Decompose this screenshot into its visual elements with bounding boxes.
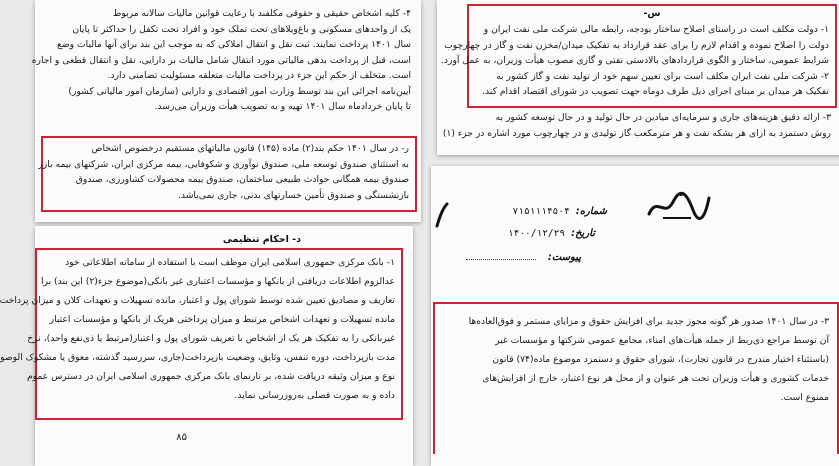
text-line: غیربانکی را به تفکیک هر یک از اشخاص با تعریف شورای پول و اعتبار(مرتبط یا ذی‌نفع واحد)، نرخ	[27, 333, 395, 344]
paragraph-tax-clause-4	[31, 6, 411, 115]
meta-date	[508, 228, 595, 239]
highlight-box-clause-s	[441, 4, 837, 108]
meta-number-value: ۷۱۵۱۱۱۴۵۰۴	[512, 206, 570, 217]
text-line: به استثنای صندوق توسعه ملی، صندوق نوآوری و شکوفایی، بیمه مرکزی ایران، شرکتهای بیمه بازر	[38, 158, 409, 170]
section-heading-s: س-	[643, 8, 661, 19]
text-line: ۴- کلیه اشخاص حقیقی و حقوقی مکلفند با رعایت قوانین مالیات سالانه مربوط	[112, 8, 411, 19]
text-line: صندوق بیمه همگانی حوادث طبیعی ساختمان، صندوق بیمه محصولات کشاورزی، صندوق	[75, 174, 409, 185]
document-page-bottom-left	[0, 226, 413, 466]
text-line: شرایط عمومی، ساختار و الگوی قراردادهای بالادستی نفتی و گازی مصوب هیأت وزیران، به عمل آورد.	[441, 55, 829, 66]
text-line: تفکیک هر میدان بر مبنای اجرای ذیل طرف دوماه جهت تصویب در شورای اقتصاد اقدام کند.	[482, 86, 829, 97]
paragraph-clause-s3	[442, 110, 831, 141]
text-line: روش دستمزد به ازای هر بشکه نفت و هر مترمکعب گاز تولیدی و در چهارچوب مورد اشاره در جزء (۱)	[442, 127, 831, 139]
text-line: است. متخلف از حکم این جزء در پرداخت مالیات متعلقه مسئولیت تضامنی دارد.	[107, 70, 411, 81]
presidential-signature-emblem	[643, 188, 713, 224]
text-line: خدمات کشوری و هیأت وزیران تحت هر عنوان و از محل هر نوع اعتبار، خارج از افزایش‌های	[482, 373, 829, 384]
meta-attachment-label: پیوست:	[547, 252, 581, 263]
emblem-fragment-icon	[433, 202, 451, 230]
text-line: ۳- در سال ۱۴۰۱ صدور هر گونه مجوز جدید برای افزایش حقوق و مزایای مستمر و فوق‌العاده‌ها	[468, 316, 829, 327]
highlight-box-clause-3	[433, 302, 839, 454]
document-page-bottom-right	[431, 166, 839, 466]
text-line: (باستثناء اختیار مندرج در قانون تجارت)، شورای حقوق و دستمزد موضوع ماده(۷۴) قانون	[492, 354, 829, 365]
text-line: داده و به صورت فصلی به‌روزرسانی نماید.	[234, 390, 395, 401]
text-line: ممنوع است.	[780, 392, 829, 403]
meta-number	[513, 206, 607, 217]
page-number: ۸۵	[176, 432, 187, 443]
text-line: یک از واحدهای مسکونی و باغ‌ویلاهای تحت تملک خود و افراد تحت تکفل را حداکثر تا پایان	[72, 23, 411, 35]
section-heading-regulatory: د- احکام تنظیمی	[222, 234, 301, 245]
text-line: ۳- ارائه دقیق هزینه‌های جاری و سرمایه‌ای میادین در حال تولید و در حال توسعه کشور به	[495, 112, 831, 123]
text-line: ۱- دولت مکلف است در راستای اصلاح ساختار بودجه، رابطه مالی شرکت ملی نفت ایران و	[483, 24, 829, 35]
meta-attachment	[466, 252, 581, 263]
document-page-top-right	[437, 0, 839, 155]
text-line: دولت را اصلاح نموده و اقدام لازم را برای عقد قرارداد به تفکیک میدان/مخزن نفت و گاز در چهارچوب	[444, 39, 829, 51]
text-line: بازنشستگی و صندوق تأمین خسارتهای بدنی، جاری نمی‌باشد.	[177, 189, 409, 201]
paragraph-clause-d1	[0, 253, 395, 405]
highlight-box-clause-d1	[0, 248, 403, 420]
document-page-top-left	[31, 0, 421, 222]
text-line: مدت بازپرداخت، دوره تنفس، وثایق، وضعیت بازپرداخت(جاری، سررسید گذشته، معوق یا مشکوک الوصو	[0, 352, 395, 363]
text-line: مانده تسهیلات و تعهدات اشخاص مرتبط و میزان پرداختی هریک از بانکها و مؤسسات اعتبار	[49, 314, 395, 325]
text-line: تعاریف و مصادیق تعیین شده توسط شورای پول و اعتبار، مانده تسهیلات و تعهدات کلان و میزان پرداخت	[0, 295, 395, 306]
text-line: سال ۱۴۰۱ پرداخت نمایند. ثبت نقل و انتقال املاکی که به موجب این بند برای آنها مالیات وضع	[56, 39, 411, 50]
text-line: عدالزوم اطلاعات دریافتی از بانکها و مؤسسات اعتباری غیر بانکی(موضوع جزء(۲) این بند) برا	[40, 276, 395, 287]
text-line: آیین‌نامه اجرائی این بند توسط وزارت امور اقتصادی و دارایی (سازمان امور مالیاتی کشور)	[68, 85, 411, 97]
paragraph-clause-r	[38, 141, 409, 203]
text-line: ر- در سال ۱۴۰۱ حکم بند(۲) ماده (۱۴۵) قانون مالیاتهای مستقیم درخصوص اشخاص	[91, 143, 409, 154]
text-line: آن توسط مراجع ذی‌ربط از جمله هیأت‌های امناء، مجامع عمومی شرکتها و مؤسسات غیر	[495, 335, 829, 346]
meta-date-value: ۱۴۰۰/۱۲/۲۹	[507, 228, 566, 239]
paragraph-clause-3	[443, 312, 829, 407]
text-line: ۲- شرکت ملی نفت ایران مکلف است برای تعیین سهم خود از تولید نفت و گاز کشور به	[496, 70, 829, 82]
text-line: است، قبل از پرداخت بدهی مالیاتی مورد انتقال شامل مالیات بر دارایی، نقل و انتقال قطعی و اجاره	[31, 54, 411, 66]
paragraph-clause-s	[441, 22, 829, 100]
text-line: ۱- بانک مرکزی جمهوری اسلامی ایران موظف است با استفاده از سامانه اطلاعاتی خود	[65, 257, 395, 268]
text-line: تا پایان خردادماه سال ۱۴۰۱ تهیه و به تصویب هیأت وزیران می‌رسد.	[154, 101, 411, 112]
meta-attachment-line	[466, 259, 536, 260]
highlight-box-clause-r	[38, 136, 417, 212]
meta-number-label: شماره:	[575, 206, 607, 217]
meta-date-label: تاریخ:	[571, 228, 595, 239]
text-line: نوع و میزان وثیقه دریافت شده، بر تارنمای بانک مرکزی جمهوری اسلامی ایران در دسترس عموم	[26, 371, 395, 382]
